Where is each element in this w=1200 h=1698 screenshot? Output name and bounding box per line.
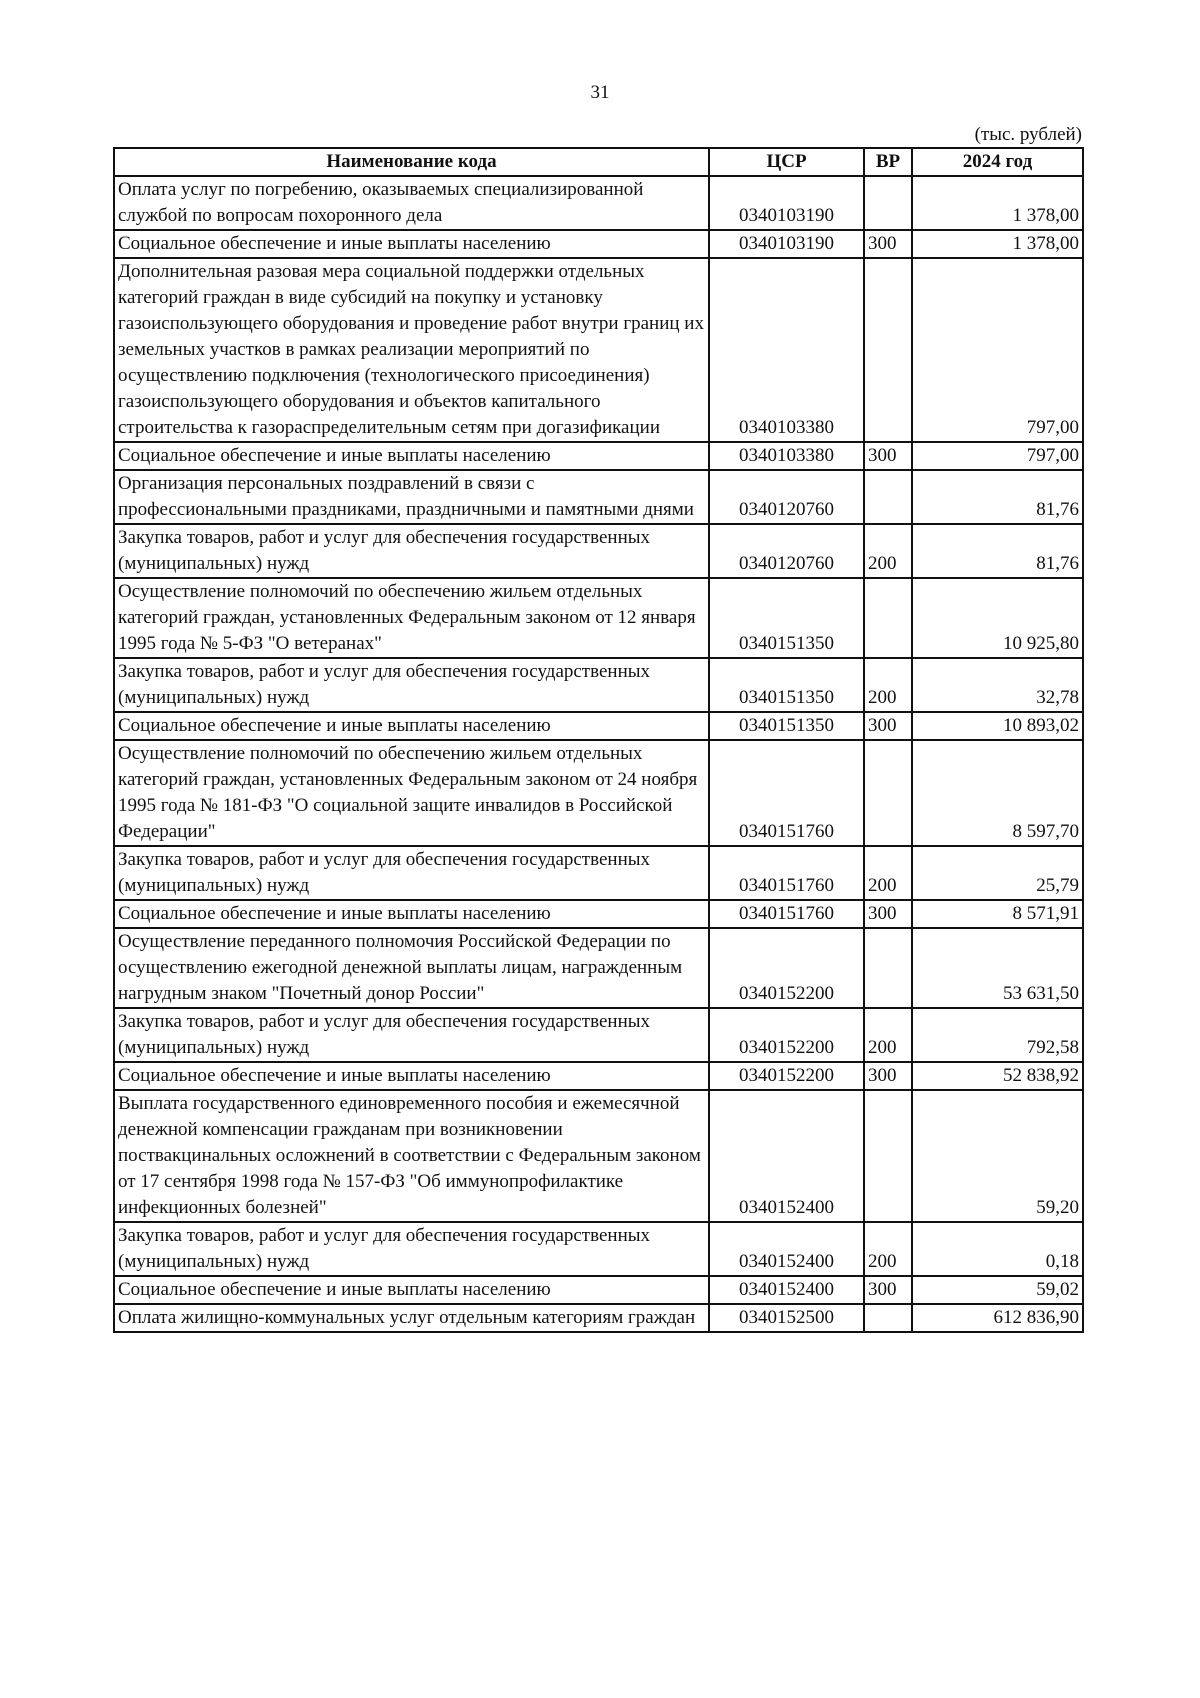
cell-sum: 792,58 <box>912 1008 1083 1062</box>
cell-csr: 0340151760 <box>709 900 864 928</box>
cell-sum: 52 838,92 <box>912 1062 1083 1090</box>
cell-vr: 200 <box>864 658 912 712</box>
cell-name: Закупка товаров, работ и услуг для обеспечения государственных (муниципальных) нужд <box>114 524 709 578</box>
cell-vr <box>864 258 912 442</box>
cell-name: Осуществление полномочий по обеспечению жильем отдельных категорий граждан, установленных Федеральным законом от 12 января 1995 года № 5-ФЗ "О ветеранах" <box>114 578 709 658</box>
table-row <box>114 712 1083 740</box>
cell-name: Социальное обеспечение и иные выплаты населению <box>114 1276 709 1304</box>
cell-csr: 0340152200 <box>709 1008 864 1062</box>
table-row <box>114 470 1083 524</box>
cell-vr <box>864 1304 912 1332</box>
cell-name: Оплата жилищно-коммунальных услуг отдельным категориям граждан <box>114 1304 709 1332</box>
cell-vr: 200 <box>864 524 912 578</box>
cell-csr: 0340120760 <box>709 470 864 524</box>
cell-csr: 0340103190 <box>709 176 864 230</box>
cell-name: Социальное обеспечение и иные выплаты населению <box>114 900 709 928</box>
cell-sum: 59,02 <box>912 1276 1083 1304</box>
cell-name: Осуществление переданного полномочия Российской Федерации по осуществлению ежегодной денежной выплаты лицам, награжденным нагрудным знаком "Почетный донор России" <box>114 928 709 1008</box>
cell-sum: 8 571,91 <box>912 900 1083 928</box>
cell-name: Социальное обеспечение и иные выплаты населению <box>114 230 709 258</box>
cell-sum: 1 378,00 <box>912 230 1083 258</box>
cell-csr: 0340151350 <box>709 578 864 658</box>
cell-csr: 0340152400 <box>709 1276 864 1304</box>
cell-vr: 300 <box>864 442 912 470</box>
table-row <box>114 258 1083 442</box>
table-row <box>114 740 1083 846</box>
cell-vr <box>864 928 912 1008</box>
cell-csr: 0340151350 <box>709 712 864 740</box>
cell-name: Осуществление полномочий по обеспечению жильем отдельных категорий граждан, установленных Федеральным законом от 24 ноября 1995 года № 181-ФЗ "О социальной защите инвалидов в Российской Федерации" <box>114 740 709 846</box>
cell-name: Организация персональных поздравлений в связи с профессиональными праздниками, праздничными и памятными днями <box>114 470 709 524</box>
table-row <box>114 176 1083 230</box>
cell-csr: 0340103380 <box>709 258 864 442</box>
cell-vr <box>864 176 912 230</box>
cell-sum: 53 631,50 <box>912 928 1083 1008</box>
cell-sum: 81,76 <box>912 470 1083 524</box>
table-header-row <box>114 148 1083 176</box>
cell-name: Социальное обеспечение и иные выплаты населению <box>114 1062 709 1090</box>
cell-sum: 8 597,70 <box>912 740 1083 846</box>
cell-vr: 300 <box>864 712 912 740</box>
cell-name: Закупка товаров, работ и услуг для обеспечения государственных (муниципальных) нужд <box>114 1008 709 1062</box>
table-row <box>114 658 1083 712</box>
cell-vr <box>864 578 912 658</box>
cell-sum: 32,78 <box>912 658 1083 712</box>
cell-vr: 200 <box>864 1222 912 1276</box>
table-row <box>114 846 1083 900</box>
budget-table <box>113 147 1084 1333</box>
cell-vr <box>864 740 912 846</box>
table-row <box>114 1008 1083 1062</box>
cell-vr <box>864 470 912 524</box>
cell-sum: 81,76 <box>912 524 1083 578</box>
cell-csr: 0340151350 <box>709 658 864 712</box>
cell-name: Социальное обеспечение и иные выплаты населению <box>114 442 709 470</box>
cell-csr: 0340152400 <box>709 1090 864 1222</box>
table-row <box>114 1062 1083 1090</box>
cell-vr: 300 <box>864 900 912 928</box>
table-row <box>114 578 1083 658</box>
cell-csr: 0340151760 <box>709 846 864 900</box>
cell-sum: 25,79 <box>912 846 1083 900</box>
cell-vr <box>864 1090 912 1222</box>
cell-name: Дополнительная разовая мера социальной поддержки отдельных категорий граждан в виде субсидий на покупку и установку газоиспользующего оборудования и проведение работ внутри границ их земельных участков в рамках реализации мероприятий по осуществлению подключения (технологического присоединения) газоиспользующего оборудования и объектов капитального строительства к газораспределительным сетям при догазификации <box>114 258 709 442</box>
table-row <box>114 230 1083 258</box>
page-number: 31 <box>590 82 610 103</box>
cell-csr: 0340152200 <box>709 928 864 1008</box>
header-csr: ЦСР <box>709 148 864 176</box>
cell-sum: 10 925,80 <box>912 578 1083 658</box>
cell-csr: 0340120760 <box>709 524 864 578</box>
cell-name: Закупка товаров, работ и услуг для обеспечения государственных (муниципальных) нужд <box>114 1222 709 1276</box>
cell-sum: 1 378,00 <box>912 176 1083 230</box>
cell-csr: 0340151760 <box>709 740 864 846</box>
header-vr: ВР <box>864 148 912 176</box>
cell-sum: 797,00 <box>912 442 1083 470</box>
cell-vr: 300 <box>864 1062 912 1090</box>
header-sum: 2024 год <box>912 148 1083 176</box>
table-row <box>114 1222 1083 1276</box>
cell-vr: 300 <box>864 1276 912 1304</box>
table-row <box>114 524 1083 578</box>
cell-sum: 612 836,90 <box>912 1304 1083 1332</box>
cell-vr: 300 <box>864 230 912 258</box>
cell-name: Закупка товаров, работ и услуг для обеспечения государственных (муниципальных) нужд <box>114 658 709 712</box>
cell-csr: 0340103190 <box>709 230 864 258</box>
cell-csr: 0340103380 <box>709 442 864 470</box>
cell-vr: 200 <box>864 846 912 900</box>
table-row <box>114 442 1083 470</box>
cell-sum: 59,20 <box>912 1090 1083 1222</box>
cell-sum: 10 893,02 <box>912 712 1083 740</box>
table-row <box>114 928 1083 1008</box>
cell-sum: 0,18 <box>912 1222 1083 1276</box>
table-row <box>114 900 1083 928</box>
table-row <box>114 1304 1083 1332</box>
cell-name: Оплата услуг по погребению, оказываемых специализированной службой по вопросам похоронного дела <box>114 176 709 230</box>
cell-name: Закупка товаров, работ и услуг для обеспечения государственных (муниципальных) нужд <box>114 846 709 900</box>
cell-csr: 0340152400 <box>709 1222 864 1276</box>
table-row <box>114 1090 1083 1222</box>
table-row <box>114 1276 1083 1304</box>
cell-name: Выплата государственного единовременного пособия и ежемесячной денежной компенсации гражданам при возникновении поствакцинальных осложнений в соответствии с Федеральным законом от 17 сентября 1998 года № 157-ФЗ "Об иммунопрофилактике инфекционных болезней" <box>114 1090 709 1222</box>
cell-name: Социальное обеспечение и иные выплаты населению <box>114 712 709 740</box>
units-note: (тыс. рублей) <box>974 124 1082 145</box>
header-name: Наименование кода <box>114 148 709 176</box>
cell-csr: 0340152200 <box>709 1062 864 1090</box>
cell-vr: 200 <box>864 1008 912 1062</box>
cell-csr: 0340152500 <box>709 1304 864 1332</box>
table-body <box>114 176 1083 1332</box>
cell-sum: 797,00 <box>912 258 1083 442</box>
